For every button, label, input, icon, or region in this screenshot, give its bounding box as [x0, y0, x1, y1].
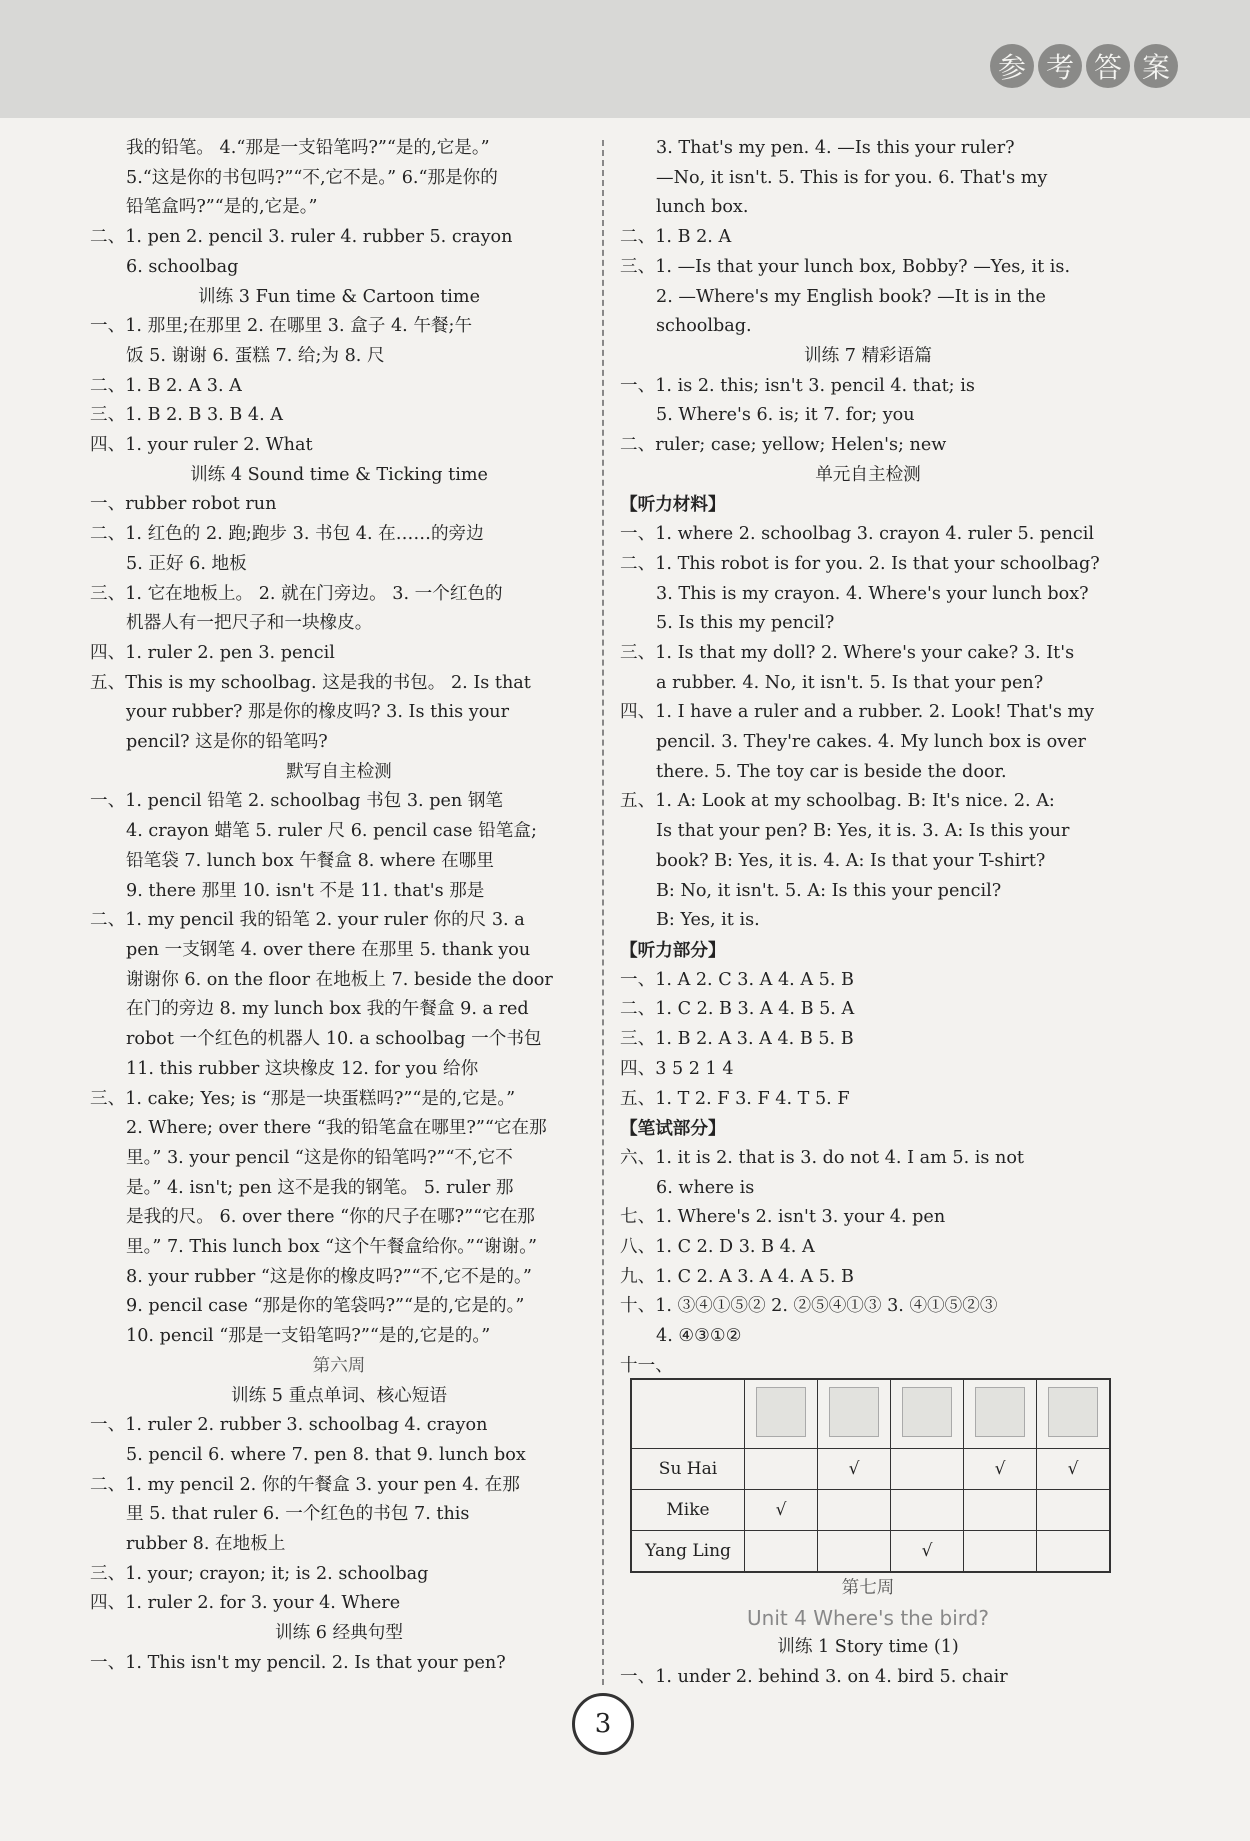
answer-line: 4. ④③①②	[656, 1326, 742, 1347]
answer-line: 十、1. ③④①⑤② 2. ②⑤④①③ 3. ④①⑤②③	[620, 1296, 998, 1317]
answer-line: 五、1. A: Look at my schoolbag. B: It's nice. 2. A:	[620, 791, 1055, 812]
answer-line: 2. Where; over there “我的铅笔盒在哪里?”“它在那	[126, 1118, 547, 1139]
answer-line: 11. this rubber 这块橡皮 12. for you 给你	[126, 1058, 479, 1079]
right-column-bottom	[620, 1574, 1116, 1693]
answer-line: 二、1. B 2. A	[620, 227, 732, 248]
answer-line: 四、1. your ruler 2. What	[90, 435, 313, 456]
answer-line: 5.“这是你的书包吗?”“不,它不是。” 6.“那是你的	[126, 167, 498, 188]
answer-line: 三、1. 它在地板上。 2. 就在门旁边。 3. 一个红色的	[90, 583, 503, 604]
answer-line: 二、ruler; case; yellow; Helen's; new	[620, 435, 947, 456]
answer-line: 第六周	[312, 1355, 366, 1376]
answer-line: your rubber? 那是你的橡皮吗? 3. Is this your	[126, 702, 510, 723]
pencil-case-icon	[829, 1387, 879, 1437]
answer-line: 8. your rubber “这是你的橡皮吗?”“不,它不是的。”	[126, 1266, 532, 1287]
answer-line: 四、1. ruler 2. pen 3. pencil	[90, 642, 335, 663]
answer-line: 一、1. where 2. schoolbag 3. crayon 4. ruler 5. pencil	[620, 524, 1095, 545]
answer-line: 训练 7 精彩语篇	[804, 345, 932, 366]
answer-line: 训练 5 重点单词、核心短语	[231, 1385, 447, 1406]
answer-line: lunch box.	[656, 197, 749, 218]
answer-line: 一、1. pencil 铅笔 2. schoolbag 书包 3. pen 钢笔	[90, 791, 504, 812]
answer-line: 铅笔袋 7. lunch box 午餐盒 8. where 在哪里	[126, 850, 494, 871]
badge: 案	[1134, 44, 1178, 88]
answer-line: 5. Is this my pencil?	[656, 613, 835, 634]
answer-line: 5. 正好 6. 地板	[126, 553, 247, 574]
answer-line: 九、1. C 2. A 3. A 4. A 5. B	[620, 1266, 854, 1287]
answer-line: 一、1. under 2. behind 3. on 4. bird 5. chair	[620, 1667, 1008, 1688]
answer-line: 第七周	[841, 1578, 895, 1598]
answer-line: 二、1. pen 2. pencil 3. ruler 4. rubber 5. crayon	[90, 227, 513, 248]
answer-line: 我的铅笔。 4.“那是一支铅笔吗?”“是的,它是。”	[126, 138, 490, 158]
answer-line: schoolbag.	[656, 316, 752, 337]
table-row: Su Hai √ √ √	[631, 1449, 1110, 1490]
answer-line: 四、1. ruler 2. for 3. your 4. Where	[90, 1593, 401, 1614]
answer-line: 5. Where's 6. is; it 7. for; you	[656, 405, 915, 426]
answer-line: 十一、	[620, 1355, 673, 1376]
right-column-top	[620, 134, 1116, 1382]
answer-line: 训练 4 Sound time & Ticking time	[190, 464, 488, 485]
answer-line: 9. there 那里 10. isn't 不是 11. that's 那是	[126, 880, 485, 901]
answer-line: 【笔试部分】	[620, 1118, 726, 1140]
answer-line: 一、1. This isn't my pencil. 2. Is that your pen?	[90, 1652, 506, 1673]
answer-line: pencil? 这是你的铅笔吗?	[126, 732, 328, 753]
header-band	[0, 0, 1250, 118]
answer-line: 五、1. T 2. F 3. F 4. T 5. F	[620, 1088, 850, 1109]
answer-line: 二、1. This robot is for you. 2. Is that your schoolbag?	[620, 553, 1100, 574]
answer-line: B: Yes, it is.	[656, 910, 760, 931]
answer-line: 是。” 4. isn't; pen 这不是我的钢笔。 5. ruler 那	[126, 1177, 514, 1198]
answer-line: 二、1. my pencil 我的铅笔 2. your ruler 你的尺 3. a	[90, 910, 525, 931]
answer-line: 【听力部分】	[620, 939, 726, 961]
answer-line: 【听力材料】	[620, 494, 726, 516]
answer-line: 二、1. B 2. A 3. A	[90, 375, 242, 396]
answer-line: 4. crayon 蜡笔 5. ruler 尺 6. pencil case 铅笔盒;	[126, 821, 537, 842]
badge: 参	[990, 44, 1034, 88]
answer-line: 6. where is	[656, 1177, 755, 1198]
badge: 考	[1038, 44, 1082, 88]
answer-line: 五、This is my schoolbag. 这是我的书包。 2. Is that	[90, 672, 531, 693]
answer-line: 六、1. it is 2. that is 3. do not 4. I am 5. is not	[620, 1147, 1025, 1168]
answer-line: 饭 5. 谢谢 6. 蛋糕 7. 给;为 8. 尺	[126, 345, 385, 366]
rubber-icon	[975, 1387, 1025, 1437]
answer-line: 5. pencil 6. where 7. pen 8. that 9. lunch box	[126, 1444, 526, 1465]
answer-line: 一、1. A 2. C 3. A 4. A 5. B	[620, 969, 854, 990]
answer-line: 二、1. 红色的 2. 跑;跑步 3. 书包 4. 在……的旁边	[90, 524, 484, 545]
answer-line: 二、1. C 2. B 3. A 4. B 5. A	[620, 999, 855, 1020]
answer-line: 四、1. I have a ruler and a rubber. 2. Look! That's my	[620, 702, 1095, 723]
answer-line: rubber 8. 在地板上	[126, 1534, 286, 1555]
answer-line: 3. This is my crayon. 4. Where's your lunch box?	[656, 583, 1089, 604]
answer-line: 三、1. B 2. A 3. A 4. B 5. B	[620, 1029, 854, 1050]
answer-line: pen 一支钢笔 4. over there 在那里 5. thank you	[126, 939, 531, 960]
answer-line: 6. schoolbag	[126, 256, 239, 277]
answer-line: B: No, it isn't. 5. A: Is this your pencil?	[656, 880, 1002, 901]
answer-line: Is that your pen? B: Yes, it is. 3. A: Is this your	[656, 821, 1070, 842]
answer-line: pencil. 3. They're cakes. 4. My lunch box is over	[656, 732, 1086, 753]
answer-line: 七、1. Where's 2. isn't 3. your 4. pen	[620, 1207, 946, 1228]
answer-line: 训练 6 经典句型	[275, 1623, 403, 1644]
answer-line: 三、1. B 2. B 3. B 4. A	[90, 405, 283, 426]
answer-line: 一、rubber robot run	[90, 494, 277, 515]
table-row: Yang Ling √	[631, 1531, 1110, 1573]
answer-line: robot 一个红色的机器人 10. a schoolbag 一个书包	[126, 1029, 542, 1050]
answer-line: 八、1. C 2. D 3. B 4. A	[620, 1237, 815, 1258]
lunch-box-icon	[902, 1387, 952, 1437]
answer-line: 三、1. cake; Yes; is “那是一块蛋糕吗?”“是的,它是。”	[90, 1088, 516, 1109]
answer-line: 三、1. —Is that your lunch box, Bobby? —Yes, it is.	[620, 256, 1071, 277]
answer-line: 谢谢你 6. on the floor 在地板上 7. beside the door	[126, 969, 553, 990]
answer-line: 三、1. your; crayon; it; is 2. schoolbag	[90, 1563, 429, 1584]
answer-line: 2. —Where's my English book? —It is in the	[656, 286, 1046, 307]
answer-line: 里。” 3. your pencil “这是你的铅笔吗?”“不,它不	[126, 1147, 513, 1168]
answer-line: 一、1. is 2. this; isn't 3. pencil 4. that; is	[620, 375, 975, 396]
answer-line: 机器人有一把尺子和一块橡皮。	[126, 613, 373, 634]
answer-line: 三、1. Is that my doll? 2. Where's your cake? 3. It's	[620, 642, 1075, 663]
answer-line: 是我的尺。 6. over there “你的尺子在哪?”“它在那	[126, 1207, 535, 1228]
answer-line: book? B: Yes, it is. 4. A: Is that your T-shirt?	[656, 850, 1046, 871]
answer-line: 四、3 5 2 1 4	[620, 1058, 734, 1079]
answer-table	[630, 1378, 1111, 1573]
answer-line: 3. That's my pen. 4. —Is this your ruler?	[656, 138, 1015, 158]
answer-line: 10. pencil “那是一支铅笔吗?”“是的,它是的。”	[126, 1326, 491, 1347]
answer-line: 训练 3 Fun time & Cartoon time	[198, 286, 480, 307]
answer-line: 二、1. my pencil 2. 你的午餐盒 3. your pen 4. 在那	[90, 1474, 520, 1495]
answer-badges	[990, 44, 1178, 88]
answer-line: there. 5. The toy car is beside the door.	[656, 761, 1007, 782]
left-column	[90, 134, 588, 1679]
table-row: Mike √	[631, 1490, 1110, 1531]
answer-line: 默写自主检测	[286, 761, 392, 782]
schoolbag-icon	[756, 1387, 806, 1437]
answer-line: 训练 1 Story time (1)	[777, 1637, 959, 1658]
ruler-icon	[1048, 1387, 1098, 1437]
badge: 答	[1086, 44, 1130, 88]
column-divider	[602, 140, 604, 1685]
answer-line: 在门的旁边 8. my lunch box 我的午餐盒 9. a red	[126, 999, 529, 1020]
answer-line: 一、1. 那里;在那里 2. 在哪里 3. 盒子 4. 午餐;午	[90, 316, 473, 337]
answer-line: 铅笔盒吗?”“是的,它是。”	[126, 197, 318, 218]
answer-line: —No, it isn't. 5. This is for you. 6. That's my	[656, 167, 1048, 188]
answer-line: a rubber. 4. No, it isn't. 5. Is that your pen?	[656, 672, 1044, 693]
answer-line: 一、1. ruler 2. rubber 3. schoolbag 4. crayon	[90, 1415, 488, 1436]
answer-line: 单元自主检测	[815, 464, 921, 485]
right-column	[620, 134, 1116, 1382]
page-number: 3	[572, 1693, 634, 1755]
answer-line: 9. pencil case “那是你的笔袋吗?”“是的,它是的。”	[126, 1296, 525, 1317]
answer-line: Unit 4 Where's the bird?	[747, 1605, 989, 1630]
answer-line: 里。” 7. This lunch box “这个午餐盒给你。”“谢谢。”	[126, 1237, 538, 1258]
answer-line: 里 5. that ruler 6. 一个红色的书包 7. this	[126, 1504, 470, 1525]
